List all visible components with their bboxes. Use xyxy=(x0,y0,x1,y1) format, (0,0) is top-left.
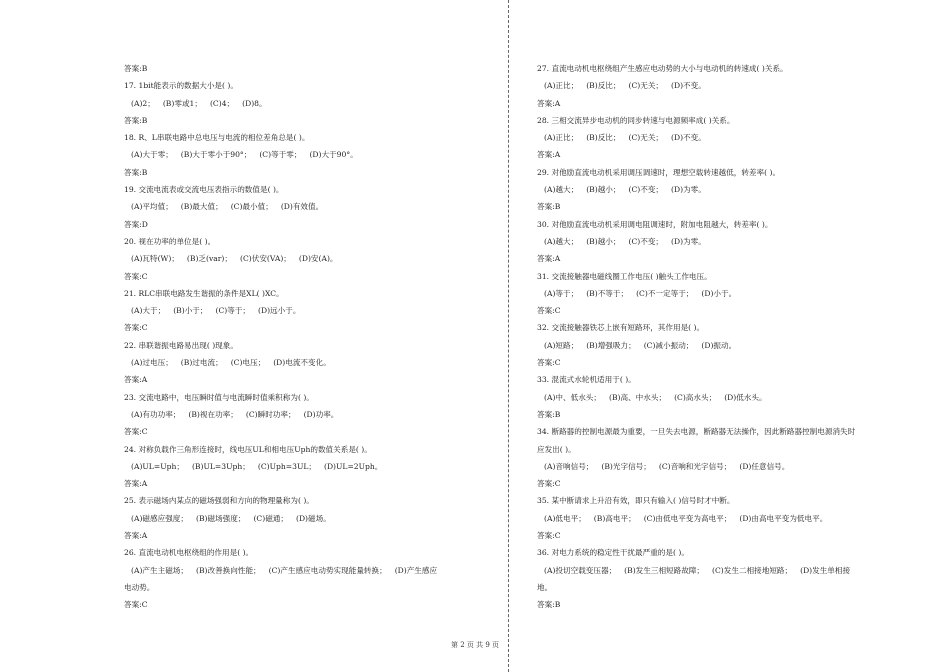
option-text: (D)低水头。 xyxy=(724,392,767,402)
option-text: (D)大于90°。 xyxy=(309,150,358,160)
question-text: 25. 表示磁场内某点的磁场强弱和方向的物理量称为( )。 xyxy=(124,496,314,506)
option-text: (B)乏(var)； xyxy=(186,254,232,264)
option-text: (C)磁通； xyxy=(253,513,288,523)
answer-key: 答案:C xyxy=(124,271,148,281)
option-text: (C)最小值； xyxy=(230,202,273,212)
option-text: (C)等于； xyxy=(215,306,251,316)
option-text: (D)安(A)。 xyxy=(298,254,338,264)
option-text: (B)零或1； xyxy=(162,98,202,108)
question-text: 19. 交流电流表或交流电压表指示的数值是( )。 xyxy=(124,185,284,195)
question-text: 29. 对他励直流电动机采用调压调速时，理想空载转速越低，转差率( )。 xyxy=(537,167,781,177)
option-text: (B)反比； xyxy=(586,81,621,91)
option-text: (B)改善换向性能； xyxy=(195,565,261,575)
question-text: 28. 三相交流异步电动机的同步转速与电源频率成( )关系。 xyxy=(537,115,735,125)
option-text: (D)不变。 xyxy=(671,81,706,91)
option-text: (B)大于零小于90°； xyxy=(180,150,252,160)
option-text: (C)发生二相接地短路； xyxy=(712,565,793,575)
option-text: (A)瓦特(W)； xyxy=(131,254,179,264)
option-text: (A)越大； xyxy=(544,185,579,195)
option-text: (B)越小； xyxy=(586,236,621,246)
option-text: (D)磁场。 xyxy=(296,513,331,523)
option-text: (A)有功功率； xyxy=(131,409,181,419)
answer-options xyxy=(537,389,890,406)
question-text: 33. 混流式水轮机适用于( )。 xyxy=(537,375,636,385)
answer-key: 答案:A xyxy=(537,150,561,160)
option-text: (D)电流不变化。 xyxy=(273,358,331,368)
option-text: (A)平均值； xyxy=(131,202,173,212)
option-text: (A)大于零； xyxy=(131,150,173,160)
option-text: (C)不变； xyxy=(628,185,664,195)
answer-key: 答案:B xyxy=(124,64,148,73)
question-text: 22. 串联谐振电路易出现( )现象。 xyxy=(124,340,238,350)
option-text: (D)8。 xyxy=(242,98,267,108)
option-text: (A)投切空载变压器； xyxy=(544,565,617,575)
answer-options xyxy=(537,458,890,475)
answer-options xyxy=(537,77,890,94)
question-text: 35. 某中断请求上升沿有效，即只有输入( )信号时才中断。 xyxy=(537,496,735,506)
question-text: 24. 对称负载作三角形连接时，线电压UL和相电压Uph的数值关系是( )。 xyxy=(124,444,372,454)
question-text: 26. 直流电动机电枢绕组的作用是( )。 xyxy=(124,548,254,558)
answer-options xyxy=(124,302,480,319)
option-text: (A)正比； xyxy=(544,133,579,143)
option-text: (C)伏安(VA)； xyxy=(240,254,291,264)
answer-options xyxy=(537,233,890,250)
option-text: (B)视在功率； xyxy=(188,409,238,419)
option-text: (C)等于零； xyxy=(259,150,302,160)
option-text: (A)过电压； xyxy=(131,358,173,368)
option-text: (D)有效值。 xyxy=(280,202,324,212)
answer-options xyxy=(537,181,890,198)
option-text: (D)振动。 xyxy=(701,340,737,350)
option-text: (A)越大； xyxy=(544,236,579,246)
option-text: (C)电压； xyxy=(230,358,266,368)
option-text: (C)减小振动； xyxy=(643,340,694,350)
option-text: (B)过电流； xyxy=(180,358,223,368)
question-continuation: 应发出( )。 xyxy=(537,444,576,454)
question-text: 23. 交流电路中，电压瞬时值与电流瞬时值乘积称为( )。 xyxy=(124,392,314,402)
option-text: (A)2； xyxy=(131,98,155,108)
option-text: (D)远小于。 xyxy=(258,306,301,316)
answer-key: 答案:C xyxy=(124,427,148,437)
option-text: (D)任意信号。 xyxy=(739,461,790,471)
option-text: (C)不变； xyxy=(628,236,664,246)
answer-options xyxy=(124,354,480,371)
option-text: (A)音响信号； xyxy=(544,461,594,471)
option-text: (C)无关； xyxy=(628,133,664,143)
option-text: (D)小于。 xyxy=(701,288,737,298)
answer-key: 答案:C xyxy=(537,306,561,316)
option-text: (D)为零。 xyxy=(671,236,706,246)
option-text: (C)无关； xyxy=(628,81,664,91)
answer-options xyxy=(537,129,890,146)
option-text: (A)等于； xyxy=(544,288,579,298)
option-text: (A)大于； xyxy=(131,306,166,316)
option-text: (A)低电平； xyxy=(544,513,586,523)
option-text: (A)正比； xyxy=(544,81,579,91)
question-text: 18. R、L串联电路中总电压与电流的相位差角总是( )。 xyxy=(124,133,310,143)
option-text: (B)UL=3Uph； xyxy=(191,461,250,471)
option-text: (B)反比； xyxy=(586,133,621,143)
option-text: (B)增强吸力； xyxy=(586,340,636,350)
option-text: (A)产生主磁场； xyxy=(131,565,188,575)
answer-options xyxy=(537,285,890,302)
question-text: 20. 视在功率的单位是( )。 xyxy=(124,236,216,246)
answer-key: 答案:B xyxy=(537,202,561,212)
option-text: (D)产生感应 xyxy=(394,565,438,575)
option-text: (B)光字信号； xyxy=(601,461,651,471)
page-footer: 第 2 页 共 9 页 xyxy=(450,641,500,649)
option-text: (D)功率。 xyxy=(303,409,339,419)
option-text: (B)发生三相短路故障； xyxy=(624,565,705,575)
question-text: 21. RLC串联电路发生谐振的条件是XL( )XC。 xyxy=(124,288,284,298)
question-continuation: 电动势。 xyxy=(124,582,155,592)
answer-key: 答案:A xyxy=(124,531,148,541)
answer-options xyxy=(124,562,480,579)
option-text: (C)产生感应电动势实现能量转换； xyxy=(268,565,387,575)
right-column xyxy=(537,60,890,614)
option-text: (C)不一定等于； xyxy=(636,288,694,298)
option-text: (B)越小； xyxy=(586,185,621,195)
option-text: (B)磁场强度； xyxy=(195,513,246,523)
option-text: (A)中、低水头； xyxy=(544,392,601,402)
option-text: (C)4； xyxy=(209,98,235,108)
answer-key: 答案:C xyxy=(537,479,561,489)
option-text: (C)瞬时功率； xyxy=(245,409,296,419)
answer-key: 答案:A xyxy=(537,98,561,108)
option-text: (B)不等于； xyxy=(586,288,629,298)
left-column xyxy=(124,60,480,614)
option-text: (B)高、中水头； xyxy=(608,392,667,402)
answer-options xyxy=(124,510,480,527)
option-text: (C)音响和光字信号； xyxy=(658,461,732,471)
option-text: (D)UL=2Uph。 xyxy=(323,461,383,471)
option-text: (A)磁感应强度； xyxy=(131,513,188,523)
option-text: (C)高水头； xyxy=(674,392,717,402)
answer-key: 答案:C xyxy=(124,323,148,333)
answer-key: 答案:C xyxy=(124,600,148,610)
answer-options xyxy=(124,146,480,163)
question-text: 30. 对他励直流电动机采用调电阻调速时，附加电阻越大，转差率( )。 xyxy=(537,219,773,229)
question-text: 32. 交流接触器铁芯上嵌有短路环，其作用是( )。 xyxy=(537,323,705,333)
option-text: (C)由低电平变为高电平； xyxy=(643,513,732,523)
question-text: 36. 对电力系统的稳定性干扰最严重的是( )。 xyxy=(537,548,689,558)
option-text: (D)发生单相接 xyxy=(800,565,851,575)
answer-key: 答案:B xyxy=(537,600,561,610)
question-text: 17. 1bit能表示的数据大小是( )。 xyxy=(124,81,238,91)
question-text: 34. 断路器的控制电源最为重要，一旦失去电源，断路器无法操作，因此断路器控制电源消失时 xyxy=(537,427,856,437)
answer-key: 答案:A xyxy=(124,375,148,385)
answer-key: 答案:C xyxy=(537,358,561,368)
option-text: (B)高电平； xyxy=(593,513,636,523)
answer-key: 答案:B xyxy=(537,409,561,419)
answer-key: 答案:B xyxy=(124,115,148,125)
option-text: (D)不变。 xyxy=(671,133,706,143)
answer-key: 答案:A xyxy=(537,254,561,264)
question-continuation: 地。 xyxy=(537,582,553,592)
answer-options xyxy=(124,458,480,475)
answer-options xyxy=(124,406,480,423)
option-text: (A)UL=Uph； xyxy=(131,461,184,471)
question-text: 27. 直流电动机电枢绕组产生感应电动势的大小与电动机的转速成( )关系。 xyxy=(537,64,788,73)
answer-options xyxy=(124,95,480,112)
option-text: (A)短路； xyxy=(544,340,579,350)
option-text: (B)最大值； xyxy=(180,202,223,212)
answer-options xyxy=(124,198,480,215)
answer-key: 答案:A xyxy=(124,479,148,489)
answer-key: 答案:B xyxy=(124,167,148,177)
answer-options xyxy=(124,250,480,267)
question-text: 31. 交流接触器电磁线圈工作电压( )触头工作电压。 xyxy=(537,271,712,281)
answer-options xyxy=(537,562,890,579)
option-text: (D)为零。 xyxy=(671,185,706,195)
column-divider xyxy=(508,0,509,672)
answer-options xyxy=(537,510,890,527)
answer-key: 答案:D xyxy=(124,219,148,229)
option-text: (B)小于； xyxy=(173,306,208,316)
answer-options xyxy=(537,337,890,354)
option-text: (D)由高电平变为低电平。 xyxy=(739,513,828,523)
answer-key: 答案:C xyxy=(537,531,561,541)
option-text: (C)Uph=3UL； xyxy=(257,461,316,471)
